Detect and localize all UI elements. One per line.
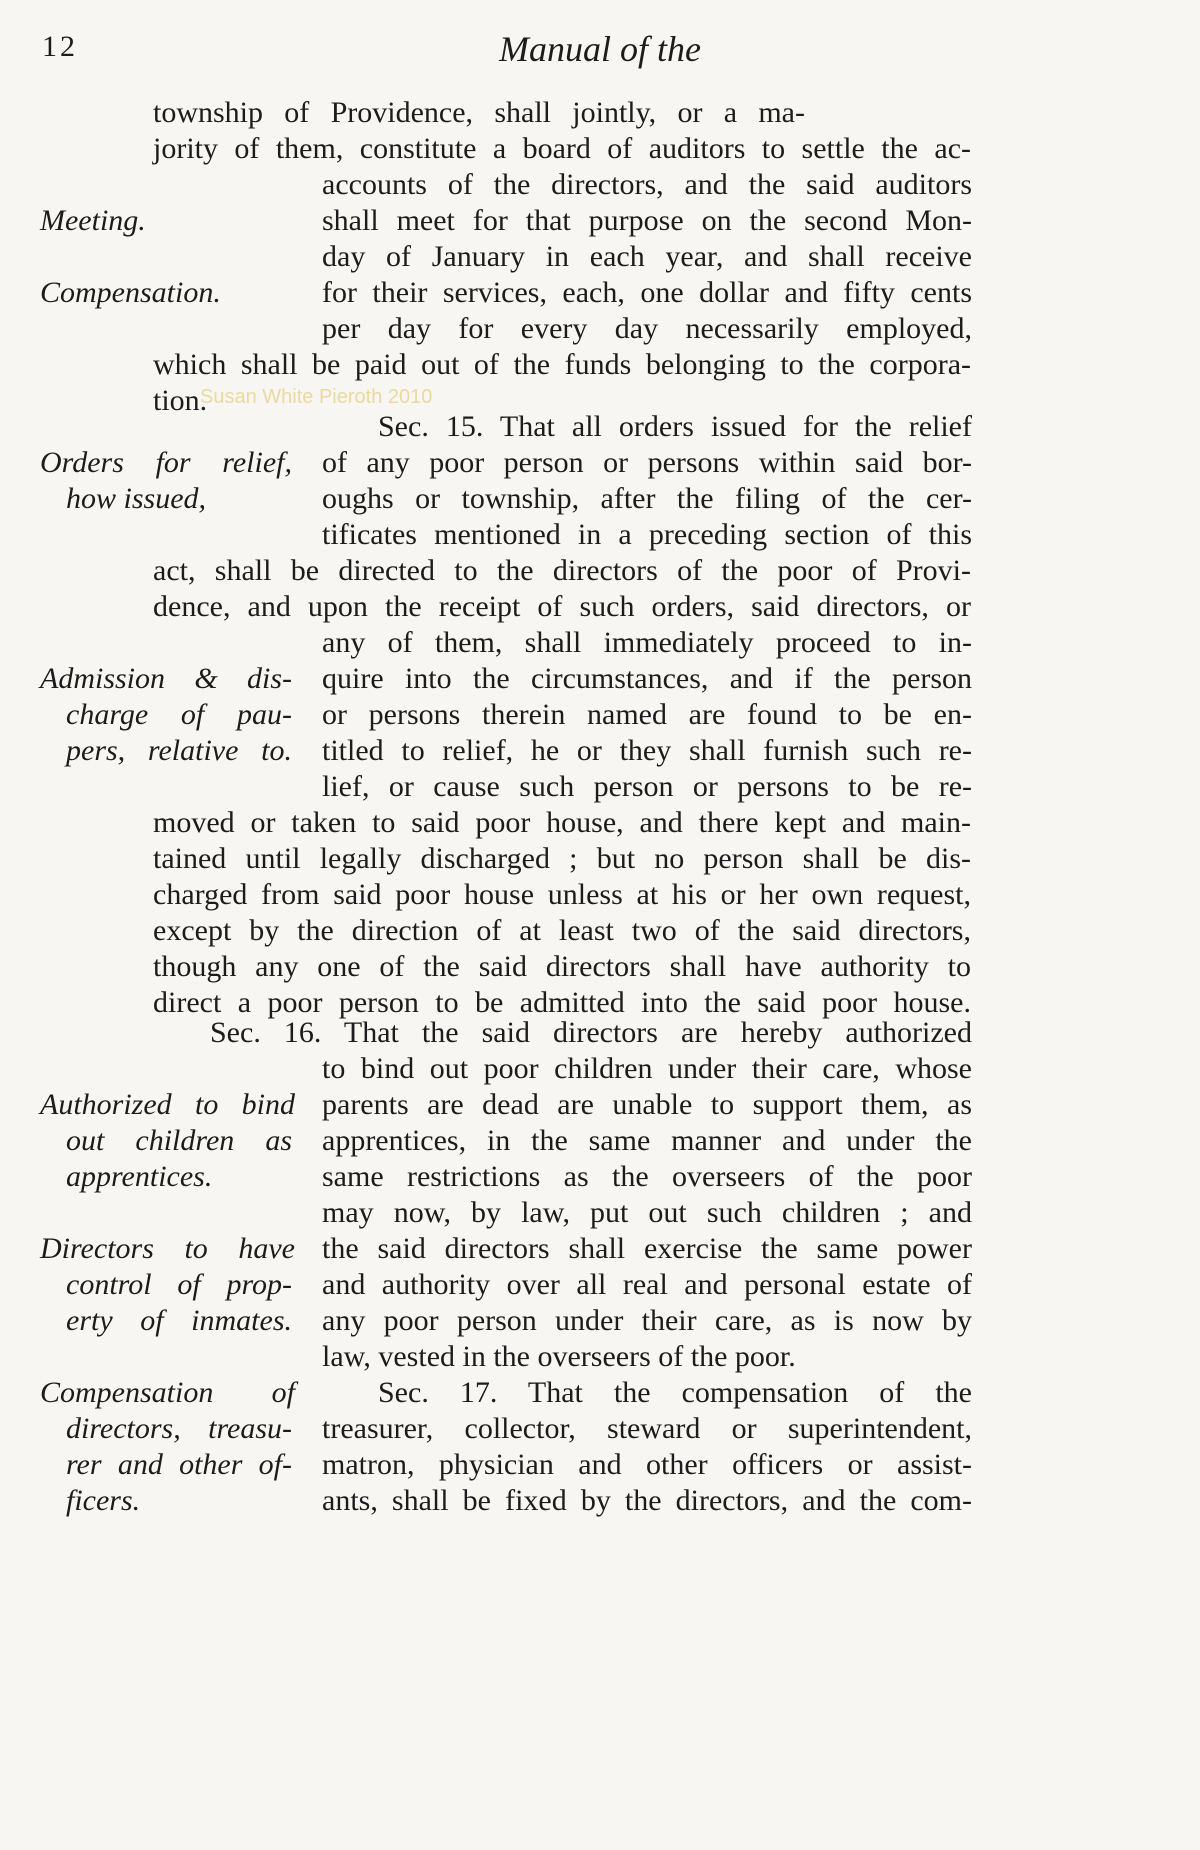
section-15-line: Sec. 15. That all orders issued for the relief [378, 410, 972, 443]
margin-note-orders: how issued, [66, 482, 207, 515]
margin-note-admission: charge of pau- [66, 698, 292, 731]
margin-note-property: control of prop- [66, 1268, 292, 1301]
body-line: any of them, shall immediately proceed to in- [322, 626, 972, 659]
body-line: quire into the circumstances, and if the person [322, 662, 972, 695]
body-line: to bind out poor children under their care, whose [322, 1052, 972, 1085]
body-line: though any one of the said directors shall have authority to [153, 950, 971, 983]
body-line: jority of them, constitute a board of auditors to settle the ac- [153, 132, 971, 165]
section-17-line: Sec. 17. That the compensation of the [378, 1376, 972, 1409]
body-line: apprentices, in the same manner and under the [322, 1124, 972, 1157]
margin-note-orders: Orders for relief, [40, 446, 292, 479]
body-line: day of January in each year, and shall receive [322, 240, 972, 273]
body-line: oughs or township, after the filing of the cer- [322, 482, 972, 515]
watermark-text: Susan White Pieroth 2010 [200, 386, 433, 408]
body-line: the said directors shall exercise the same power [322, 1232, 972, 1265]
body-line: titled to relief, he or they shall furnish such re- [322, 734, 972, 767]
body-line: act, shall be directed to the directors of the poor of Provi- [153, 554, 971, 587]
margin-note-bind-children: Authorized to bind [40, 1088, 295, 1121]
page-number: 12 [42, 30, 78, 63]
body-line: moved or taken to said poor house, and there kept and main- [153, 806, 971, 839]
margin-note-officers: directors, treasu- [66, 1412, 292, 1445]
body-line: may now, by law, put out such children ; and [322, 1196, 972, 1229]
margin-note-property: erty of inmates. [66, 1304, 292, 1337]
body-line: any poor person under their care, as is now by [322, 1304, 972, 1337]
body-line: or persons therein named are found to be en- [322, 698, 972, 731]
body-line: tained until legally discharged ; but no person shall be dis- [153, 842, 971, 875]
section-16-line: Sec. 16. That the said directors are hereby authorized [210, 1016, 972, 1049]
margin-note-meeting: Meeting. [40, 204, 146, 237]
body-line: and authority over all real and personal estate of [322, 1268, 972, 1301]
margin-note-property: Directors to have [40, 1232, 295, 1265]
margin-note-officers: Compensation of [40, 1376, 295, 1409]
body-line: which shall be paid out of the funds belonging to the corpora- [153, 348, 971, 381]
body-line: of any poor person or persons within said bor- [322, 446, 972, 479]
body-line: township of Providence, shall jointly, or a ma- [153, 96, 805, 129]
margin-note-compensation: Compensation. [40, 276, 221, 309]
body-line: charged from said poor house unless at his or her own request, [153, 878, 971, 911]
body-line: same restrictions as the overseers of the poor [322, 1160, 972, 1193]
body-line: treasurer, collector, steward or superintendent, [322, 1412, 972, 1445]
body-line: for their services, each, one dollar and fifty cents [322, 276, 972, 309]
margin-note-admission: Admission & dis- [40, 662, 292, 695]
margin-note-bind-children: out children as [66, 1124, 292, 1157]
body-line: parents are dead are unable to support them, as [322, 1088, 972, 1121]
body-line: matron, physician and other officers or assist- [322, 1448, 972, 1481]
margin-note-admission: pers, relative to. [66, 734, 292, 767]
margin-note-bind-children: apprentices. [66, 1160, 213, 1193]
body-line: ants, shall be fixed by the directors, and the com- [322, 1484, 972, 1517]
body-line: law, vested in the overseers of the poor. [322, 1340, 796, 1373]
body-line: except by the direction of at least two of the said directors, [153, 914, 971, 947]
running-title: Manual of the [499, 29, 701, 69]
body-line: tion. [153, 384, 208, 417]
body-line: shall meet for that purpose on the second Mon- [322, 204, 972, 237]
body-line: accounts of the directors, and the said auditors [322, 168, 972, 201]
body-line: direct a poor person to be admitted into the said poor house. [153, 986, 971, 1019]
body-line: per day for every day necessarily employed, [322, 312, 972, 345]
body-line: dence, and upon the receipt of such orders, said directors, or [153, 590, 971, 623]
margin-note-officers: rer and other of- [66, 1448, 292, 1481]
margin-note-officers: ficers. [66, 1484, 141, 1517]
body-line: lief, or cause such person or persons to be re- [322, 770, 972, 803]
body-line: tificates mentioned in a preceding section of this [322, 518, 972, 551]
